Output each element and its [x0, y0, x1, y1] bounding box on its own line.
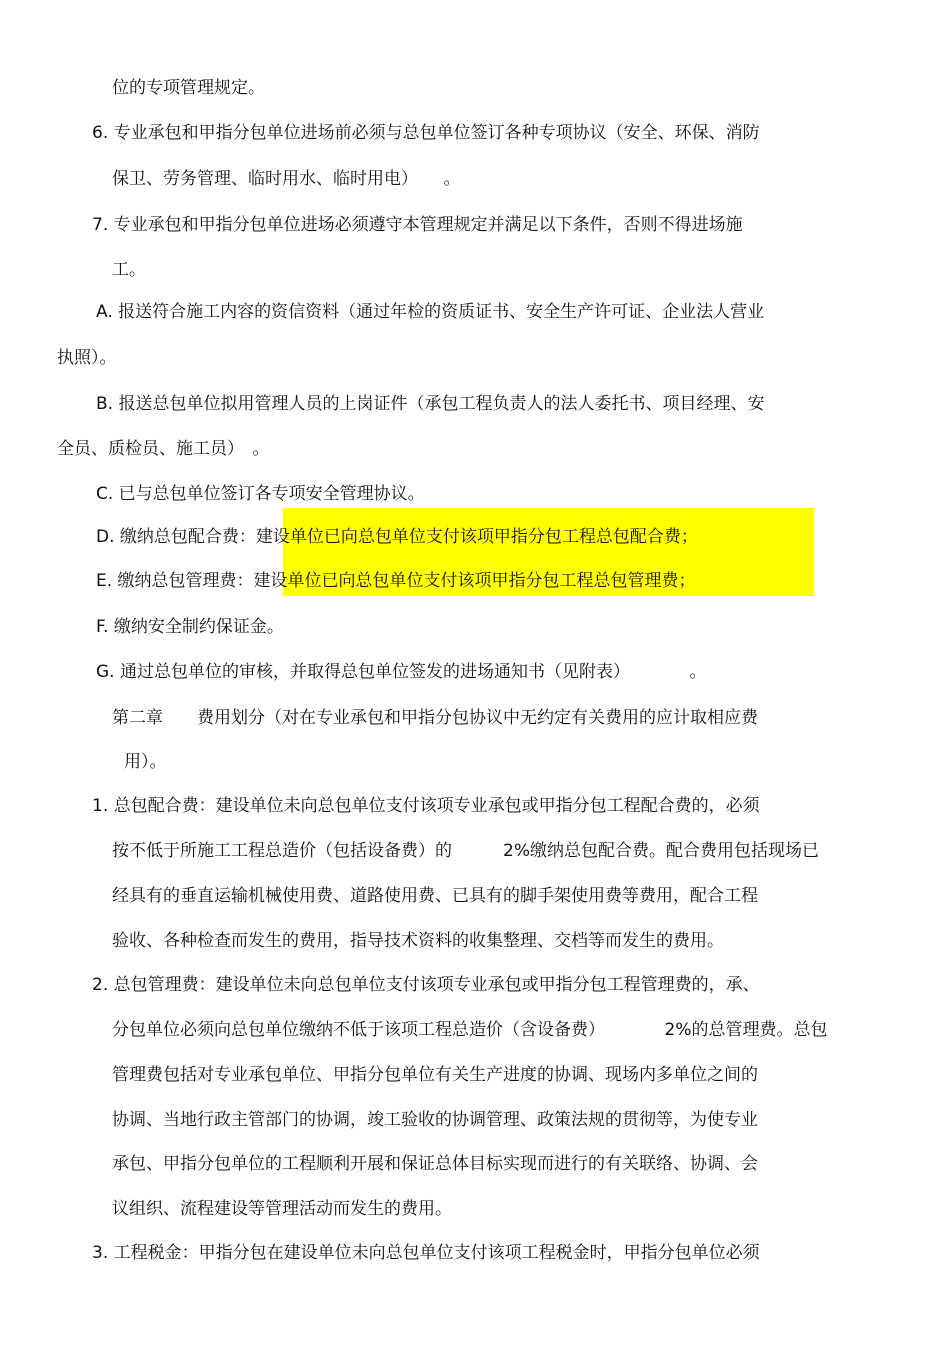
text-line: 保卫、劳务管理、临时用水、临时用电） 。	[112, 169, 461, 189]
text-line: 用）。	[124, 752, 167, 772]
text-line: 3. 工程税金：甲指分包在建设单位未向总包单位支付该项工程税金时，甲指分包单位必须	[92, 1243, 760, 1263]
text-line: 验收、各种检查而发生的费用，指导技术资料的收集整理、交档等而发生的费用。	[112, 931, 724, 951]
text-line: 按不低于所施工工程总造价（包括设备费）的 2%缴纳总包配合费。配合费用包括现场已	[112, 841, 819, 861]
text-line: C. 已与总包单位签订各专项安全管理协议。	[96, 484, 425, 504]
text-line: E. 缴纳总包管理费：建设单位已向总包单位支付该项甲指分包工程总包管理费；	[96, 571, 696, 591]
text-line: 协调、当地行政主管部门的协调，竣工验收的协调管理、政策法规的贯彻等，为使专业	[112, 1110, 758, 1130]
text-line: A. 报送符合施工内容的资信资料（通过年检的资质证书、安全生产许可证、企业法人营业	[96, 302, 765, 322]
text-line: B. 报送总包单位拟用管理人员的上岗证件（承包工程负责人的法人委托书、项目经理、安	[96, 394, 765, 414]
text-line: 管理费包括对专业承包单位、甲指分包单位有关生产进度的协调、现场内多单位之间的	[112, 1065, 758, 1085]
text-line: D. 缴纳总包配合费：建设单位已向总包单位支付该项甲指分包工程总包配合费；	[96, 527, 698, 547]
text-line: 分包单位必须向总包单位缴纳不低于该项工程总造价（含设备费） 2%的总管理费。总包	[112, 1020, 828, 1040]
text-line: 执照）。	[57, 348, 117, 368]
text-line: 第二章 费用划分（对在专业承包和甲指分包协议中无约定有关费用的应计取相应费	[112, 708, 758, 728]
text-line: 6. 专业承包和甲指分包单位进场前必须与总包单位签订各种专项协议（安全、环保、消防	[92, 123, 760, 143]
text-line: G. 通过总包单位的审核，并取得总包单位签发的进场通知书（见附表） 。	[96, 662, 707, 682]
text-line: 位的专项管理规定。	[112, 78, 265, 98]
text-line: 全员、质检员、施工员） 。	[57, 439, 270, 459]
text-line: 工。	[112, 260, 146, 280]
text-line: 议组织、流程建设等管理活动而发生的费用。	[112, 1199, 452, 1219]
text-line: 2. 总包管理费：建设单位未向总包单位支付该项专业承包或甲指分包工程管理费的，承、	[92, 975, 760, 995]
text-line: 承包、甲指分包单位的工程顺利开展和保证总体目标实现而进行的有关联络、协调、会	[112, 1154, 758, 1174]
text-line: 经具有的垂直运输机械使用费、道路使用费、已具有的脚手架使用费等费用，配合工程	[112, 886, 758, 906]
text-line: F. 缴纳安全制约保证金。	[96, 617, 284, 637]
text-line: 1. 总包配合费：建设单位未向总包单位支付该项专业承包或甲指分包工程配合费的，必须	[92, 796, 760, 816]
text-line: 7. 专业承包和甲指分包单位进场必须遵守本管理规定并满足以下条件，否则不得进场施	[92, 215, 743, 235]
